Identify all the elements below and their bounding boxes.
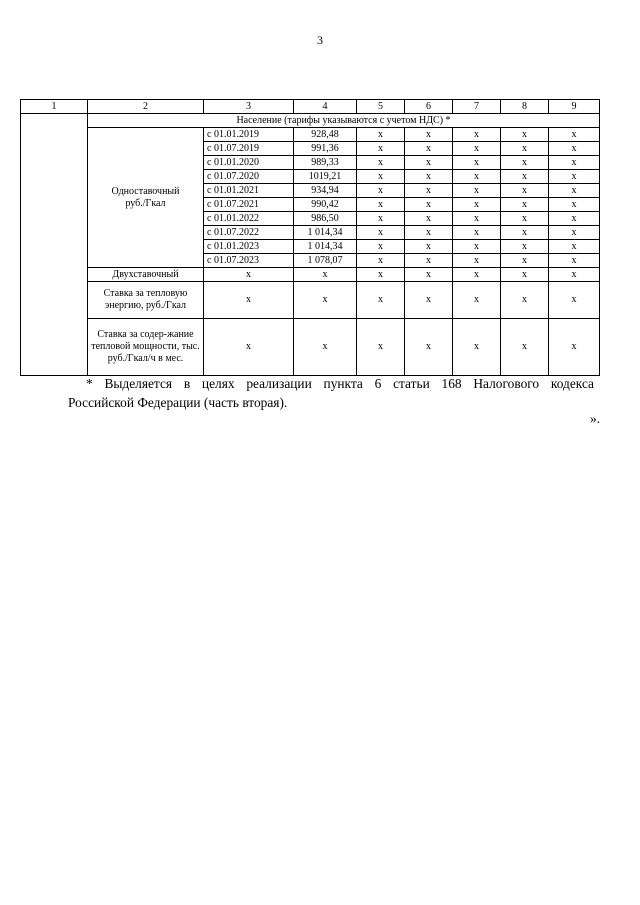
cell: х xyxy=(549,226,600,240)
cell: х xyxy=(453,268,501,282)
cell: х xyxy=(501,142,549,156)
effective-date: с 01.07.2023 xyxy=(204,254,294,268)
cell: х xyxy=(501,282,549,319)
tariff-value: 991,36 xyxy=(294,142,357,156)
cell: х xyxy=(405,128,453,142)
column-number: 8 xyxy=(501,100,549,114)
effective-date: с 01.01.2023 xyxy=(204,240,294,254)
cell: х xyxy=(405,319,453,376)
cell: х xyxy=(294,268,357,282)
cell: х xyxy=(294,319,357,376)
column-number: 4 xyxy=(294,100,357,114)
cell: х xyxy=(549,142,600,156)
footnote xyxy=(68,374,594,412)
cell: х xyxy=(501,268,549,282)
cell: х xyxy=(549,319,600,376)
cell: х xyxy=(405,226,453,240)
cell: х xyxy=(549,254,600,268)
effective-date: с 01.01.2020 xyxy=(204,156,294,170)
effective-date: с 01.07.2021 xyxy=(204,198,294,212)
cell: х xyxy=(501,128,549,142)
tariff-value: 986,50 xyxy=(294,212,357,226)
section-title-row xyxy=(21,114,600,128)
cell: х xyxy=(204,319,294,376)
cell: х xyxy=(549,268,600,282)
cell: х xyxy=(405,156,453,170)
closing-quote: ». xyxy=(590,411,601,426)
cell: х xyxy=(405,212,453,226)
cell: х xyxy=(405,282,453,319)
cell: х xyxy=(357,198,405,212)
footnote-line: * Выделяется в целях реализации пункта 6 статьи 168 Налогового кодекса xyxy=(86,376,594,391)
cell: х xyxy=(357,319,405,376)
cell: х xyxy=(204,282,294,319)
cell: х xyxy=(357,184,405,198)
row-label: Двухставочный xyxy=(88,268,204,282)
row-label: Ставка за содер-жание тепловой мощности, тыс. руб./Гкал/ч в мес. xyxy=(88,319,204,376)
two-part-row xyxy=(21,268,600,282)
cell: х xyxy=(357,240,405,254)
footnote-line: Российской Федерации (часть вторая). xyxy=(68,395,288,410)
cell: х xyxy=(549,198,600,212)
cell: х xyxy=(453,212,501,226)
cell: х xyxy=(357,282,405,319)
capacity-rate-row xyxy=(21,319,600,376)
effective-date: с 01.07.2020 xyxy=(204,170,294,184)
cell: х xyxy=(453,198,501,212)
cell: х xyxy=(405,254,453,268)
tariff-table xyxy=(20,99,600,376)
cell: х xyxy=(405,198,453,212)
effective-date: с 01.07.2019 xyxy=(204,142,294,156)
cell: х xyxy=(405,184,453,198)
cell: х xyxy=(453,184,501,198)
cell: х xyxy=(357,268,405,282)
cell: х xyxy=(453,254,501,268)
tariff-value: 1 078,07 xyxy=(294,254,357,268)
one-part-label xyxy=(88,128,204,268)
cell: х xyxy=(549,156,600,170)
energy-rate-row xyxy=(21,282,600,319)
effective-date: с 01.01.2022 xyxy=(204,212,294,226)
cell: х xyxy=(453,142,501,156)
cell: х xyxy=(357,254,405,268)
cell: х xyxy=(357,226,405,240)
cell: х xyxy=(453,156,501,170)
cell: х xyxy=(357,212,405,226)
column-number: 2 xyxy=(88,100,204,114)
cell: х xyxy=(405,170,453,184)
tariff-value: 1 014,34 xyxy=(294,240,357,254)
row-label: Ставка за тепловую энергию, руб./Гкал xyxy=(88,282,204,319)
cell: х xyxy=(453,128,501,142)
tariff-row xyxy=(21,128,600,142)
cell: х xyxy=(453,170,501,184)
column-number: 1 xyxy=(21,100,88,114)
cell: х xyxy=(357,128,405,142)
effective-date: с 01.01.2019 xyxy=(204,128,294,142)
column-number: 5 xyxy=(357,100,405,114)
cell: х xyxy=(501,170,549,184)
cell: х xyxy=(204,268,294,282)
cell: х xyxy=(501,156,549,170)
empty-cell xyxy=(21,114,88,376)
section-title: Население (тарифы указываются с учетом НДС) * xyxy=(88,114,600,128)
column-number: 7 xyxy=(453,100,501,114)
effective-date: с 01.07.2022 xyxy=(204,226,294,240)
header-row xyxy=(21,100,600,114)
tariff-value: 934,94 xyxy=(294,184,357,198)
cell: х xyxy=(294,282,357,319)
effective-date: с 01.01.2021 xyxy=(204,184,294,198)
tariff-value: 990,42 xyxy=(294,198,357,212)
cell: х xyxy=(357,156,405,170)
tariff-value: 1 014,34 xyxy=(294,226,357,240)
cell: х xyxy=(501,198,549,212)
cell: х xyxy=(405,142,453,156)
cell: х xyxy=(549,170,600,184)
cell: х xyxy=(453,319,501,376)
one-part-unit: руб./Гкал xyxy=(125,197,166,209)
cell: х xyxy=(549,212,600,226)
one-part-label-line: Одноставочный xyxy=(111,185,180,197)
cell: х xyxy=(357,142,405,156)
cell: х xyxy=(549,282,600,319)
cell: х xyxy=(405,240,453,254)
cell: х xyxy=(501,240,549,254)
cell: х xyxy=(453,240,501,254)
cell: х xyxy=(501,184,549,198)
cell: х xyxy=(501,212,549,226)
cell: х xyxy=(501,319,549,376)
cell: х xyxy=(453,226,501,240)
tariff-value: 1019,21 xyxy=(294,170,357,184)
page-number: 3 xyxy=(317,33,323,47)
tariff-value: 928,48 xyxy=(294,128,357,142)
tariff-value: 989,33 xyxy=(294,156,357,170)
cell: х xyxy=(549,240,600,254)
cell: х xyxy=(501,226,549,240)
column-number: 6 xyxy=(405,100,453,114)
cell: х xyxy=(501,254,549,268)
cell: х xyxy=(405,268,453,282)
column-number: 9 xyxy=(549,100,600,114)
column-number: 3 xyxy=(204,100,294,114)
cell: х xyxy=(453,282,501,319)
cell: х xyxy=(357,170,405,184)
cell: х xyxy=(549,184,600,198)
cell: х xyxy=(549,128,600,142)
